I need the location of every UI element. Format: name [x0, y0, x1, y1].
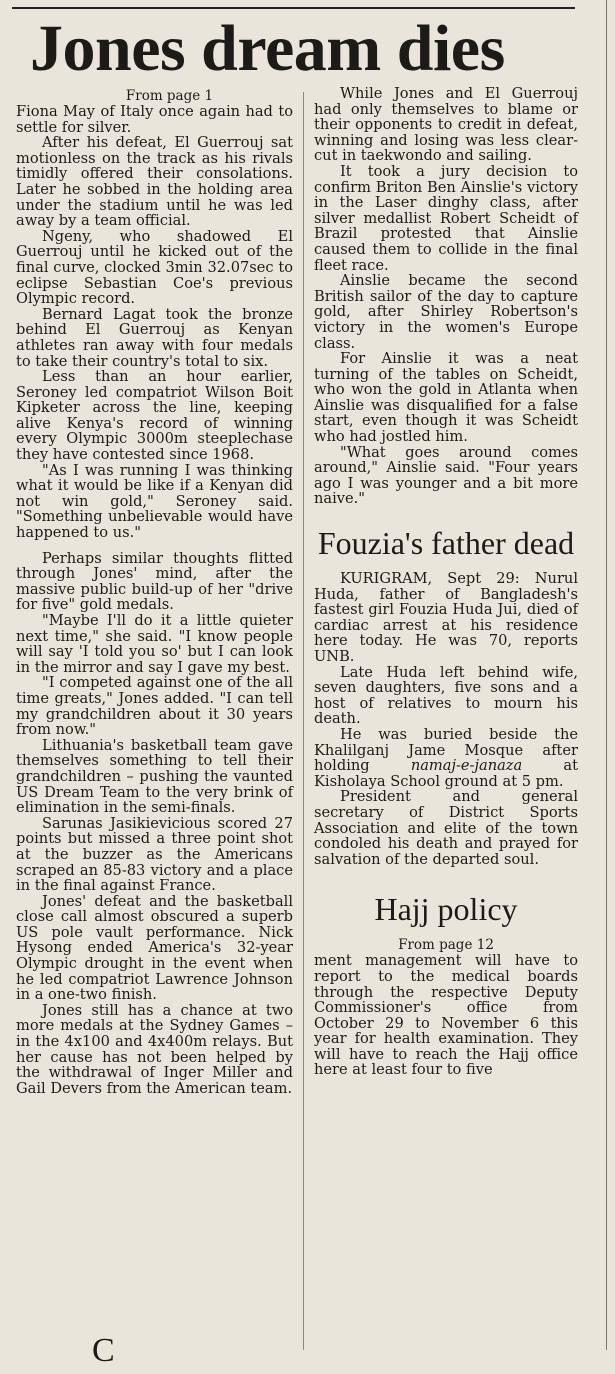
column-right	[314, 86, 578, 1078]
fouzia-paragraph: Late Huda left behind wife, seven daughters, five sons and a host of relatives to mourn his death.	[314, 663, 578, 728]
hajj-paragraph: ment management will have to report to the medical boards through the respective Deputy Commissioner's office from October 29 to November 6 this year for health examination. They will have to reach the Hajj office here at least four to five	[314, 952, 578, 1079]
top-rule	[12, 7, 575, 9]
article-paragraph: Jones still has a chance at two more medals at the Sydney Games – in the 4x100 and 4x400m relays. But her cause has not been helped by the withdrawal of Inger Miller and Gail Devers from the American team.	[16, 1001, 293, 1097]
hajj-headline: Hajj policy	[374, 891, 518, 928]
article-paragraph: While Jones and El Guerrouj had only themselves to blame or their opponents to credit in defeat, winning and losing was less clear-cut in taekwondo and sailing.	[314, 85, 578, 165]
article-paragraph: "As I was running I was thinking what it would be like if a Kenyan did not win gold," Seroney said. "Something unbelievable would have happened to us."	[16, 461, 293, 542]
burial-italic: namaj-e-janaza	[410, 757, 523, 775]
column-left	[16, 86, 293, 1096]
burial-text-end: at Kisholaya School ground at 5 pm.	[314, 757, 578, 790]
article-paragraph: After his defeat, El Guerrouj sat motionless on the track as his rivals timidly offered their consolations. Later he sobbed in the holding area under the stadium until he was led away by a team official.	[16, 134, 293, 230]
article-paragraph: Ngeny, who shadowed El Guerrouj until he kicked out of the final curve, clocked 3min 32.07sec to eclipse Sebastian Coe's previous Olympic record.	[16, 227, 293, 308]
fouzia-headline: Fouzia's father dead	[317, 525, 575, 562]
fouzia-paragraph: KURIGRAM, Sept 29: Nurul Huda, father of Bangladesh's fastest girl Fouzia Huda Jui, died of cardiac arrest at his residence here today. He was 70, reports UNB.	[314, 570, 578, 665]
article-paragraph: Perhaps similar thoughts flitted through Jones' mind, after the massive public build-up of her "drive for five" gold medals.	[16, 549, 293, 614]
article-paragraph: Bernard Lagat took the bronze behind El Guerrouj as Kenyan athletes ran away with four medals to take their country's total to six.	[16, 305, 293, 370]
article-paragraph: For Ainslie it was a neat turning of the tables on Scheidt, who won the gold in Atlanta when Ainslie was disqualified for a false start, even though it was Scheidt who had jostled him.	[314, 350, 578, 446]
fouzia-paragraph: President and general secretary of District Sports Association and elite of the town condoled his death and prayed for salvation of the departed soul.	[314, 788, 578, 868]
column-divider	[303, 92, 304, 1350]
article-paragraph: Sarunas Jasikievicious scored 27 points but missed a three point shot at the buzzer as the Americans scraped an 85-83 victory and a place in the final against France.	[16, 814, 293, 895]
page-edge-rule	[606, 0, 607, 1350]
hajj-jump-line: From page 12	[398, 937, 494, 954]
article-paragraph: Jones' defeat and the basketball close call almost obscured a superb US pole vault performance. Nick Hysong ended America's 32-year Olympic drought in the event when he led compatriot Lawrence Johnson in a one-two finish.	[16, 892, 293, 1004]
article-paragraph: "I competed against one of the all time greats," Jones added. "I can tell my grandchildren about it 30 years from now."	[16, 674, 293, 739]
burial-text: He was buried beside the Khalilganj Jame Mosque after holding	[314, 725, 578, 775]
article-paragraph: "Maybe I'll do it a little quieter next time," she said. "I know people will say 'I told you so' but I can look in the mirror and say I gave my best.	[16, 612, 293, 676]
cut-off-headline: C	[92, 1334, 115, 1369]
article-paragraph: It took a jury decision to confirm Briton Ben Ainslie's victory in the Laser dinghy class, after silver medallist Robert Scheidt of Brazil protested that Ainslie caused them to collide in the final fleet race.	[314, 162, 578, 274]
jump-line: From page 1	[125, 88, 214, 104]
article-paragraph: Less than an hour earlier, Seroney led compatriot Wilson Boit Kipketer across the line, keeping alive Kenya's record of winning every Olympic 3000m steeplechase they have contested since 1968.	[16, 368, 293, 464]
article-paragraph: Ainslie became the second British sailor of the day to capture gold, after Shirley Robertson's victory in the women's Europe class.	[314, 272, 578, 352]
article-paragraph: "What goes around comes around," Ainslie said. "Four years ago I was younger and a bit more naive."	[314, 443, 578, 508]
main-headline: Jones dream dies	[30, 12, 505, 85]
article-paragraph: Lithuania's basketball team gave themselves something to tell their grandchildren – pushing the vaunted US Dream Team to the very brink of elimination in the semi-finals.	[16, 736, 293, 817]
article-paragraph: Fiona May of Italy once again had to settle for silver.	[16, 103, 293, 136]
fouzia-burial-paragraph	[314, 727, 578, 789]
